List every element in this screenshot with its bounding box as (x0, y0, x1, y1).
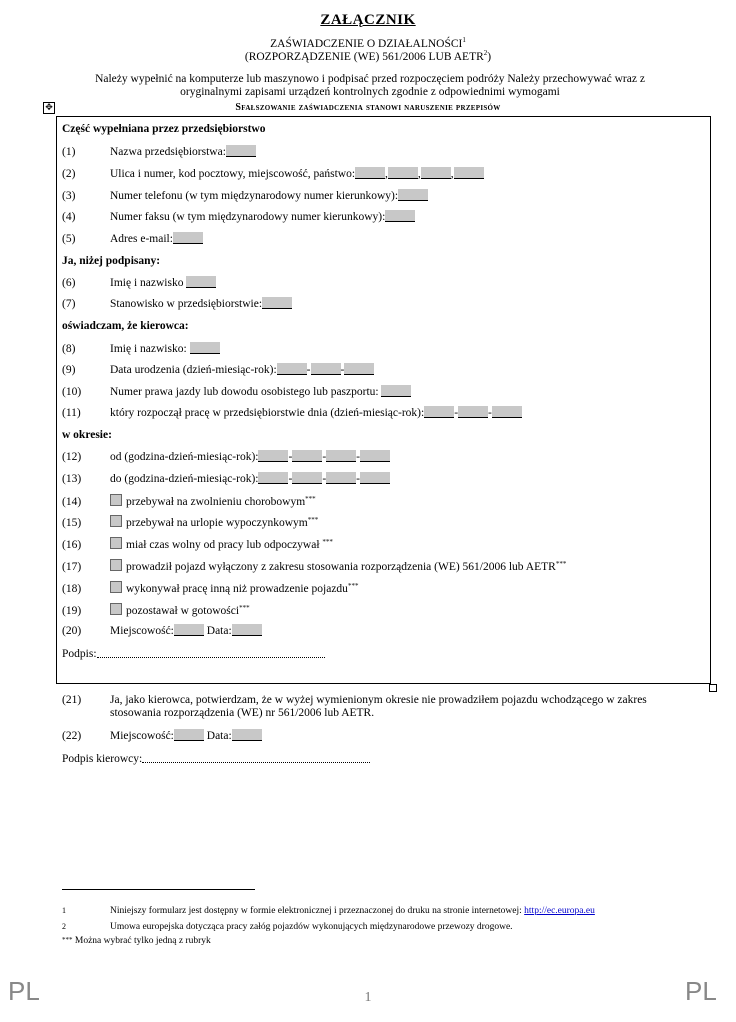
row-fax (62, 210, 415, 224)
footnote-mark: *** (239, 604, 250, 612)
footnote-separator (62, 889, 255, 890)
row-annual-leave (62, 515, 318, 529)
footnote-2 (62, 922, 513, 932)
subtitle-text: ZAŚWIADCZENIE O DZIAŁALNOŚCI (270, 38, 463, 50)
row-number: (10) (62, 386, 82, 398)
annual-leave-checkbox[interactable] (110, 515, 122, 527)
row-number: (14) (62, 496, 82, 508)
row-label: Imię i nazwisko (110, 277, 184, 289)
regulation-text: (ROZPORZĄDZENIE (WE) 561/2006 LUB AETR (244, 51, 484, 63)
row-label: Numer prawa jazdy lub dowodu osobistego lub paszportu: (110, 386, 379, 398)
row-label: Ulica i numer, kod pocztowy, miejscowość, państwo: (110, 168, 356, 180)
footnote-mark: *** (307, 516, 319, 524)
footnote-text: Można wybrać tylko jedną z rubryk (72, 936, 211, 946)
row-standby (62, 603, 250, 617)
separator: - (322, 473, 327, 485)
signature-label: Podpis: (62, 648, 97, 660)
to-month-field[interactable] (326, 472, 356, 484)
separator: - (454, 407, 459, 419)
separator: - (340, 364, 345, 376)
row-number: (17) (62, 561, 82, 573)
fax-field[interactable] (385, 210, 415, 222)
separator: - (322, 451, 327, 463)
row-number: (22) (62, 730, 82, 742)
row-number: (21) (62, 694, 82, 706)
row-number: (6) (62, 277, 76, 289)
section-period-heading: w okresie: (62, 429, 112, 441)
separator: - (306, 364, 311, 376)
to-hour-field[interactable] (258, 472, 288, 484)
from-year-field[interactable] (360, 450, 390, 462)
section-company-heading: Część wypełniana przez przedsiębiorstwo (62, 123, 266, 135)
country-field[interactable] (454, 167, 484, 179)
footnote-mark: *** (555, 560, 567, 568)
europa-link[interactable]: http://ec.europa.eu (524, 906, 595, 916)
regulation-close: ) (487, 51, 492, 63)
footnote-mark: *** (347, 582, 359, 590)
row-number: (3) (62, 190, 76, 202)
row-rest (62, 537, 333, 551)
signature-label: Podpis kierowcy: (62, 753, 143, 765)
row-email (62, 232, 203, 246)
row-number: (4) (62, 211, 76, 223)
row-period-from (62, 450, 390, 464)
exempt-vehicle-checkbox[interactable] (110, 559, 122, 571)
footnote-mark: *** (322, 538, 333, 546)
row-label: do (godzina-dzień-miesiąc-rok): (110, 473, 259, 485)
separator: - (356, 473, 361, 485)
document-title: ZAŁĄCZNIK (320, 12, 416, 28)
row-signer-name (62, 276, 216, 290)
to-year-field[interactable] (360, 472, 390, 484)
row-label: Numer faksu (w tym międzynarodowy numer kierunkowy): (110, 211, 386, 223)
row-label: przebywał na zwolnieniu chorobowym (126, 496, 306, 508)
to-day-field[interactable] (292, 472, 322, 484)
regulation-reference (0, 51, 736, 63)
row-label: Imię i nazwisko: (110, 343, 187, 355)
row-period-to (62, 472, 390, 486)
separator: , (385, 168, 388, 180)
table-resize-handle[interactable] (709, 684, 717, 692)
driver-date-field[interactable] (232, 729, 262, 741)
row-employment-start (62, 406, 522, 420)
row-label: Numer telefonu (w tym międzynarodowy numer kierunkowy): (110, 190, 399, 202)
row-label: przebywał na urlopie wypoczynkowym (126, 517, 308, 529)
start-year-field[interactable] (492, 406, 522, 418)
row-number: (8) (62, 343, 76, 355)
section-undersigned-heading: Ja, niżej podpisany: (62, 255, 161, 267)
row-number: (11) (62, 407, 81, 419)
row-license-number (62, 385, 411, 399)
signer-name-field[interactable] (186, 276, 216, 288)
footnote-mark: *** (305, 495, 316, 503)
date-label: Data: (206, 730, 232, 742)
row-label: wykonywał pracę inną niż prowadzenie pojazdu (126, 583, 348, 595)
from-hour-field[interactable] (258, 450, 288, 462)
driver-place-field[interactable] (174, 729, 204, 741)
row-company-name (62, 145, 256, 159)
row-exempt-vehicle (62, 559, 566, 573)
place-field[interactable] (174, 624, 204, 636)
warning-text: Sfałszowanie zaświadczenia stanowi naruszenie przepisów (235, 102, 501, 113)
driver-name-field[interactable] (190, 342, 220, 354)
birth-year-field[interactable] (344, 363, 374, 375)
separator: , (450, 168, 454, 180)
row-number: (18) (62, 583, 82, 595)
row-label: Stanowisko w przedsiębiorstwie: (110, 298, 263, 310)
footnote-number: *** (62, 936, 73, 944)
driver-confirmation (62, 694, 662, 719)
language-code-right: PL (685, 976, 717, 1006)
forgery-warning (0, 102, 736, 113)
separator: - (488, 407, 492, 419)
row-number: (1) (62, 146, 76, 158)
row-label: miał czas wolny od pracy lub odpoczywał (126, 539, 323, 551)
row-label: prowadził pojazd wyłączony z zakresu stosowania rozporządzenia (WE) 561/2006 lub AETR (126, 561, 556, 573)
footnote-number: 1 (62, 906, 66, 915)
row-place-date (62, 624, 262, 638)
row-label: Data urodzenia (dzień-miesiąc-rok): (110, 364, 277, 376)
language-code-left: PL (8, 976, 40, 1006)
company-name-field[interactable] (226, 145, 256, 157)
birth-month-field[interactable] (311, 363, 341, 375)
row-number: (19) (62, 605, 82, 617)
row-number: (9) (62, 364, 76, 376)
row-number: (13) (62, 473, 82, 485)
signer-position-field[interactable] (262, 297, 292, 309)
row-number: (5) (62, 233, 76, 245)
row-birth-date (62, 363, 374, 377)
street-field[interactable] (355, 167, 385, 179)
company-signature-line[interactable] (97, 647, 325, 658)
date-label: Data: (206, 625, 232, 637)
row-number: (15) (62, 517, 82, 529)
footnote-number: 2 (62, 922, 66, 931)
footnote-ref-2: 2 (483, 49, 488, 57)
row-number: (16) (62, 539, 82, 551)
row-label: który rozpoczął pracę w przedsiębiorstwie dnia (dzień-miesiąc-rok): (110, 407, 425, 419)
row-phone (62, 189, 428, 203)
document-subtitle (0, 38, 736, 50)
date-field[interactable] (232, 624, 262, 636)
from-day-field[interactable] (292, 450, 322, 462)
row-label: Miejscowość: (110, 730, 174, 742)
sick-leave-checkbox[interactable] (110, 494, 122, 506)
footnote-text: Niniejszy formularz jest dostępny w formie elektronicznej i przeznaczonej do druku na stronie internetowej: (110, 906, 525, 916)
section-driver-heading: oświadczam, że kierowca: (62, 320, 189, 332)
footnote-ref-1: 1 (462, 36, 466, 44)
start-month-field[interactable] (458, 406, 488, 418)
row-sick-leave (62, 494, 316, 508)
phone-field[interactable] (398, 189, 428, 201)
other-work-checkbox[interactable] (110, 581, 122, 593)
row-driver-place-date (62, 729, 262, 743)
row-signer-position (62, 297, 292, 311)
row-label: Adres e-mail: (110, 233, 173, 245)
confirmation-text: Ja, jako kierowca, potwierdzam, że w wyżej wymienionym okresie nie prowadziłem pojazdu wchodzącego w zakres stosowania rozporządzenia (WE) nr 561/2006 lub AETR. (110, 694, 647, 719)
email-field[interactable] (173, 232, 203, 244)
row-other-work (62, 581, 358, 595)
row-number: (12) (62, 451, 82, 463)
fill-instructions: Należy wypełnić na komputerze lub maszynowo i podpisać przed rozpoczęciem podróży Należy przechowywać wraz z oryginalnymi zapisami urządzeń kontrolnych zgodnie z odpowiednimi wymogami (95, 73, 645, 98)
standby-checkbox[interactable] (110, 603, 122, 615)
row-number: (2) (62, 168, 76, 180)
row-number: (20) (62, 625, 82, 637)
from-month-field[interactable] (326, 450, 356, 462)
row-number: (7) (62, 298, 76, 310)
page-number: 1 (364, 990, 372, 1005)
license-number-field[interactable] (381, 385, 411, 397)
row-label: Miejscowość: (110, 625, 174, 637)
row-label: pozostawał w gotowości (126, 605, 240, 617)
separator: - (288, 451, 293, 463)
postcode-field[interactable] (388, 167, 418, 179)
driver-signature-line[interactable] (142, 752, 370, 763)
row-driver-name (62, 342, 220, 356)
footnote-1 (62, 906, 595, 916)
row-address (62, 167, 484, 181)
row-label: od (godzina-dzień-miesiąc-rok): (110, 451, 259, 463)
row-label: Nazwa przedsiębiorstwa: (110, 146, 226, 158)
start-day-field[interactable] (424, 406, 454, 418)
footnote-text: Umowa europejska dotycząca pracy załóg pojazdów wykonujących międzynarodowe przewozy drogowe. (110, 922, 513, 932)
driver-signature-row (62, 752, 370, 765)
birth-day-field[interactable] (277, 363, 307, 375)
table-move-icon[interactable]: ✥ (43, 102, 55, 114)
separator: - (356, 451, 361, 463)
footnote-3 (62, 936, 211, 946)
city-field[interactable] (421, 167, 451, 179)
company-signature-row (62, 647, 325, 660)
separator: - (288, 473, 293, 485)
separator: , (417, 168, 421, 180)
rest-checkbox[interactable] (110, 537, 122, 549)
